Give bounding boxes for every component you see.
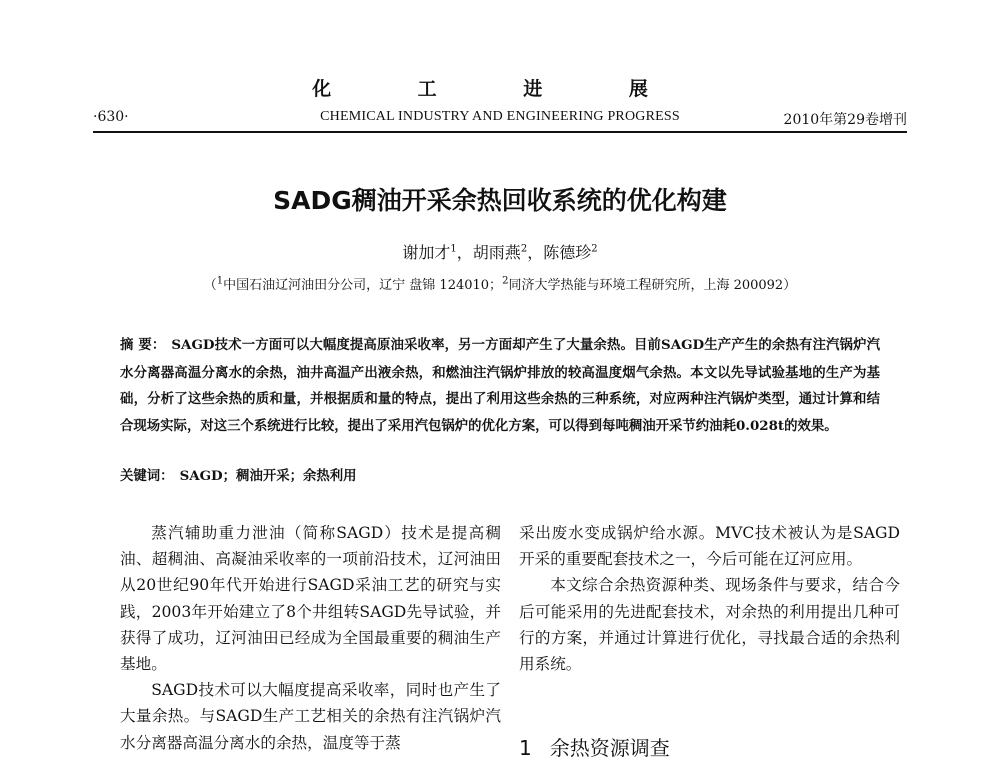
journal-name-en: CHEMICAL INDUSTRY AND ENGINEERING PROGRESS	[320, 109, 680, 124]
affiliation-text: 中国石油辽河油田分公司，辽宁 盘锦 124010；	[223, 278, 503, 293]
abstract	[120, 332, 880, 439]
article-title: SADG稠油开采余热回收系统的优化构建	[273, 186, 727, 215]
page-number: ·630·	[93, 109, 129, 125]
abstract-label: 摘 要：	[120, 338, 166, 353]
abstract-text: SAGD技术一方面可以大幅度提高原油采收率，另一方面却产生了大量余热。目前SAGD生产产生的余热有注汽锅炉汽水分离器高温分离水的余热，油井高温产出液余热，和燃油注汽锅炉排放的较高温度烟气余热。本文以先导试验基地的生产为基础，分析了这些余热的质和量，并根据质和量的特点，提出了利用这些余热的三种系统，对应两种注汽锅炉类型，通过计算和结合现场实际，对这三个系统进行比较，提出了采用汽包锅炉的优化方案，可以得到每吨稠油开采节约油耗0.028t的效果。	[120, 337, 880, 434]
author-list	[0, 240, 1000, 263]
affil-mark: 1	[216, 275, 224, 287]
body-column-right	[519, 520, 900, 677]
keywords-text: SAGD；稠油开采；余热利用	[179, 468, 357, 484]
affil-close-paren: ）	[783, 278, 797, 293]
body-paragraph: 蒸汽辅助重力泄油（简称SAGD）技术是提高稠油、超稠油、高凝油采收率的一项前沿技术，辽河油田从20世纪90年代开始进行SAGD采油工艺的研究与实践，2003年开始建立了8个井组转SAGD先导试验，并获得了成功，辽河油田已经成为全国最重要的稠油生产基地。	[120, 524, 501, 674]
body-paragraph: 本文综合余热资源种类、现场条件与要求，结合今后可能采用的先进配套技术，对余热的利用提出几种可行的方案，并通过计算进行优化，寻找最合适的余热利用系统。	[519, 576, 900, 674]
author-name: 谢加才	[402, 243, 451, 262]
author-separator: ，	[527, 243, 544, 262]
body-paragraph: 采出废水变成锅炉给水源。MVC技术被认为是SAGD开采的重要配套技术之一，今后可能在辽河应用。	[519, 524, 900, 569]
author-separator: ，	[456, 243, 473, 262]
body-column-left	[120, 520, 501, 756]
affil-open-paren: （	[203, 278, 217, 293]
author-name: 胡雨燕	[472, 243, 521, 262]
author-affil-mark: 1	[450, 243, 457, 255]
body-paragraph: SAGD技术可以大幅度提高采收率，同时也产生了大量余热。与SAGD生产工艺相关的余热有注汽锅炉汽水分离器高温分离水的余热，温度等于蒸	[120, 681, 501, 752]
author-affil-mark: 2	[591, 243, 598, 255]
affiliation-line	[0, 274, 1000, 293]
keywords	[120, 463, 880, 490]
section-number: 1	[519, 736, 532, 760]
keywords-label: 关键词：	[120, 469, 174, 484]
affiliation-text: 同济大学热能与环境工程研究所，上海 200092	[508, 278, 784, 293]
affil-mark: 2	[502, 275, 509, 287]
journal-name-cn: 化 工 进 展	[312, 78, 688, 100]
author-affil-mark: 2	[520, 243, 528, 255]
running-header	[93, 107, 907, 133]
section-heading	[519, 732, 670, 761]
section-title: 余热资源调查	[549, 736, 670, 760]
author-name: 陈德珍	[543, 243, 592, 262]
issue-info: 2010年第29卷增刊	[783, 112, 907, 128]
